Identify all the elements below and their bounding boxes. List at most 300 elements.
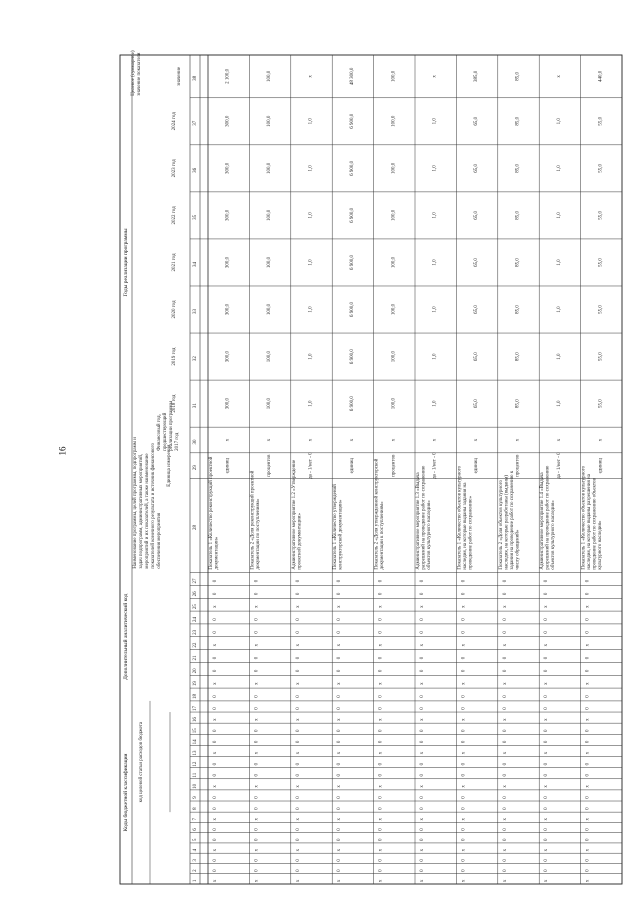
code-cell: 0 [254, 631, 260, 634]
code-cell: 0 [502, 695, 508, 698]
row-year-value: 1,0 [308, 353, 314, 360]
header-name-line: мероприятий и их показателей, а также наименование [145, 453, 150, 569]
code-cell: х [461, 682, 467, 685]
row-year-value: 85,0 [515, 116, 521, 126]
code-cell: 0 [295, 762, 301, 766]
code-cell: 0 [585, 859, 591, 862]
code-cell: 0 [337, 762, 343, 766]
header-fin-line: предшествующий [163, 412, 168, 451]
row-year-value: 1,0 [308, 118, 314, 125]
code-cell: х [213, 751, 218, 755]
code-cell: 0 [461, 729, 467, 732]
code-cell: 0 [213, 592, 218, 596]
code-cell: х [502, 785, 508, 788]
row-name [292, 459, 303, 570]
row-name-line: Показатель 1 «Количество утверждений [333, 484, 339, 570]
row-name-line: документации» [214, 536, 220, 570]
row-unit: единиц [474, 457, 480, 474]
row-name [540, 465, 556, 569]
row-name [209, 456, 220, 569]
code-cell: х [420, 848, 425, 852]
code-cell: х [295, 848, 301, 852]
code-cell: 0 [585, 838, 591, 842]
code-cell: 0 [502, 773, 508, 777]
code-cell: 0 [544, 773, 550, 777]
code-cell: 0 [544, 762, 550, 766]
code-cell: 0 [461, 807, 467, 810]
row-total: 385,0 [474, 70, 480, 83]
header-name-line: Наименование программы, целей программы, подпрограмм и [133, 437, 138, 569]
code-cell: 0 [544, 729, 550, 732]
row-fin: х [556, 438, 562, 442]
code-cell: х [585, 682, 591, 685]
row-year-value: 1,0 [432, 165, 438, 172]
row-total: 100,0 [391, 70, 397, 83]
code-cell: 0 [295, 807, 301, 810]
row-year-value: 6 900,0 [349, 396, 355, 412]
code-cell: х [461, 643, 467, 647]
row-total: 440,0 [598, 70, 604, 83]
code-cell: 0 [585, 740, 591, 744]
header-y2018: 2018 год [172, 394, 177, 413]
code-cell: х [585, 605, 591, 608]
code-cell: 0 [378, 807, 384, 810]
row-year-value: 1,0 [556, 400, 562, 407]
code-cell: 0 [295, 579, 301, 583]
row-name-line: Показатель 2 «Доля объектов культурного [498, 479, 504, 570]
code-cell: х [420, 682, 425, 685]
row-year-value: 85,0 [515, 163, 521, 173]
code-cell: 0 [461, 592, 467, 596]
code-cell: 0 [420, 838, 425, 842]
code-cell: 0 [337, 859, 343, 862]
code-cell: х [254, 785, 260, 788]
code-cell: х [295, 682, 301, 685]
code-cell: 0 [420, 869, 425, 872]
code-cell: 0 [378, 838, 384, 842]
row-year-value: 85,0 [515, 211, 521, 220]
row-total: х [556, 75, 562, 78]
row-year-value: 100,0 [267, 397, 273, 410]
code-cell: 0 [420, 592, 425, 596]
code-cell: х [337, 643, 343, 647]
column-number: 3 [193, 859, 198, 862]
column-number: 7 [193, 818, 198, 821]
row-total: 2 100,0 [225, 68, 231, 84]
row-name [499, 470, 521, 569]
code-cell: х [254, 643, 260, 647]
code-cell: 0 [337, 631, 343, 634]
code-cell: 0 [502, 618, 508, 621]
code-cell: 0 [461, 869, 467, 872]
code-cell: х [378, 605, 384, 608]
row-name-line: наследия, на которые выданы разрешения на [587, 474, 593, 570]
row-year-value: 55,0 [598, 116, 604, 126]
code-cell: х [502, 643, 508, 647]
row-year-value: 6 900,0 [349, 254, 355, 270]
column-number: 26 [193, 591, 198, 597]
code-cell: 0 [295, 740, 301, 744]
row-year-value: 55,0 [598, 211, 604, 220]
code-cell: 0 [420, 762, 425, 766]
column-number: 38 [193, 75, 198, 81]
code-cell: х [585, 751, 591, 755]
row-unit: процентов [391, 454, 397, 477]
code-cell: 0 [378, 869, 384, 872]
code-cell: 0 [420, 707, 425, 710]
row-year-value: 100,0 [267, 303, 273, 316]
row-year-value: 55,0 [598, 399, 604, 408]
code-cell: х [254, 818, 260, 821]
code-cell: х [585, 718, 591, 721]
header-y2019: 2019 год [172, 347, 177, 366]
header-total-line: Целевое (суммарное) [131, 50, 136, 96]
code-cell: 0 [254, 740, 260, 744]
code-cell: 0 [337, 828, 343, 831]
code-cell: х [502, 751, 508, 755]
row-total: 85,0 [515, 72, 521, 81]
code-cell: 0 [254, 796, 260, 799]
column-number: 21 [193, 655, 198, 661]
column-number: 37 [193, 120, 198, 126]
code-cell: 0 [502, 669, 508, 673]
code-cell: 0 [420, 773, 425, 777]
code-cell: 0 [420, 807, 425, 810]
column-number: 17 [193, 705, 198, 711]
code-cell: х [420, 718, 425, 721]
code-cell: х [461, 818, 467, 821]
code-cell: 0 [254, 838, 260, 842]
code-cell: 0 [420, 859, 425, 862]
code-cell: 0 [544, 592, 550, 596]
code-cell: 0 [378, 729, 384, 732]
code-cell: 0 [585, 707, 591, 710]
code-cell: х [254, 879, 260, 883]
column-number: 6 [193, 828, 198, 831]
code-cell: 0 [420, 729, 425, 732]
code-cell: х [295, 643, 301, 647]
code-cell: 0 [420, 828, 425, 831]
code-cell: х [502, 848, 508, 852]
column-number: 8 [193, 807, 198, 810]
code-cell: х [378, 879, 384, 883]
code-cell: х [295, 818, 301, 821]
header-y2022: 2022 год [172, 206, 177, 225]
code-cell: х [544, 751, 550, 755]
code-cell: х [295, 879, 301, 883]
code-cell: 0 [502, 707, 508, 710]
code-cell: 0 [254, 695, 260, 698]
code-cell: 0 [254, 729, 260, 732]
code-cell: х [502, 879, 508, 883]
column-number: 22 [193, 642, 198, 648]
column-number: 35 [193, 214, 198, 220]
code-cell: 0 [502, 579, 508, 583]
row-fin: х [515, 438, 521, 442]
row-year-value: 100,0 [391, 209, 397, 222]
code-cell: 0 [585, 579, 591, 583]
code-cell: х [337, 718, 343, 721]
row-year-value: 85,0 [515, 399, 521, 408]
code-cell: х [544, 682, 550, 685]
code-cell: 0 [295, 729, 301, 732]
code-cell: 0 [378, 707, 384, 710]
code-cell: 0 [337, 579, 343, 583]
column-number: 15 [193, 728, 198, 734]
row-name-line: задания на проведение работ по сохранению к [509, 470, 515, 570]
code-cell: х [378, 785, 384, 788]
row-year-value: 1,0 [308, 306, 314, 313]
code-cell: х [420, 879, 425, 883]
column-number: 18 [193, 694, 198, 700]
row-year-value: 1,0 [556, 259, 562, 266]
column-number: 12 [193, 761, 198, 767]
code-cell: х [337, 879, 343, 883]
code-cell: 0 [544, 740, 550, 744]
row-name-line: Административное мероприятие 1.4 «Выдача [540, 472, 546, 570]
code-cell: 0 [420, 618, 425, 621]
header-unit: Единица измерения [167, 444, 172, 487]
header-y2021: 2021 год [172, 253, 177, 272]
code-cell: х [213, 785, 218, 788]
code-cell: 0 [213, 869, 218, 872]
group-extra-code: Дополнительный аналитический код [123, 593, 129, 680]
code-cell: 0 [295, 618, 301, 621]
column-number: 14 [193, 739, 198, 745]
code-cell: 0 [461, 669, 467, 673]
row-year-value: 1,0 [432, 306, 438, 313]
row-year-value: 85,0 [515, 258, 521, 267]
row-fin: х [308, 438, 314, 442]
code-cell: х [544, 785, 550, 788]
code-cell: 0 [585, 869, 591, 872]
row-name-line: документации по поступлениям» [255, 498, 261, 570]
code-cell: 0 [295, 859, 301, 862]
header-y2023: 2023 год [172, 159, 177, 178]
code-cell: 0 [213, 796, 218, 799]
code-cell: 0 [461, 740, 467, 744]
code-cell: 0 [295, 828, 301, 831]
code-cell: 0 [461, 618, 467, 621]
row-name [375, 458, 386, 569]
column-number: 5 [193, 838, 198, 842]
code-cell: 0 [213, 838, 218, 842]
code-cell: 0 [295, 707, 301, 710]
code-cell: х [337, 751, 343, 755]
code-cell: 0 [502, 859, 508, 862]
header-name-line: задач подпрограмм, административных мероприятий, [139, 453, 144, 569]
code-cell: 0 [337, 807, 343, 810]
code-cell: 0 [254, 656, 260, 660]
header-fin-line: реализации программы [169, 400, 174, 451]
code-cell: 0 [337, 838, 343, 842]
code-cell: х [544, 818, 550, 821]
row-name-line: Административное мероприятие 1.2 «Утверждение [291, 459, 297, 570]
code-cell: 0 [461, 631, 467, 634]
row-year-value: 100,0 [391, 350, 397, 363]
row-year-value: 300,0 [225, 162, 231, 174]
code-cell: 0 [378, 669, 384, 673]
code-cell: 0 [378, 740, 384, 744]
code-cell: 0 [420, 695, 425, 698]
code-cell: 0 [502, 740, 508, 744]
row-fin: х [598, 438, 604, 442]
code-cell: х [378, 848, 384, 852]
row-name-line: объектов культурного наследия» [427, 500, 432, 570]
code-cell: 0 [213, 762, 218, 766]
column-number: 1 [193, 879, 198, 883]
code-cell: 0 [585, 796, 591, 799]
code-cell: х [295, 785, 301, 788]
code-cell: 0 [461, 762, 467, 766]
code-cell: х [544, 879, 550, 883]
code-cell: 0 [337, 740, 343, 744]
code-cell: 0 [585, 773, 591, 777]
column-number: 36 [193, 167, 198, 173]
code-cell: 0 [461, 838, 467, 842]
code-cell: 0 [295, 796, 301, 799]
row-year-value: 300,0 [225, 115, 231, 127]
column-number: 4 [193, 848, 198, 852]
code-cell: 0 [378, 579, 384, 583]
row-name-line: наследия, на которые выданы задания на [462, 482, 468, 570]
row-name [416, 465, 432, 569]
code-cell: 0 [213, 669, 218, 673]
code-cell: х [544, 605, 550, 608]
code-cell: 0 [295, 869, 301, 872]
code-cell: 0 [502, 631, 508, 634]
row-unit: единиц [349, 457, 355, 474]
code-cell: 0 [295, 669, 301, 673]
row-fin: х [432, 438, 438, 442]
code-cell: х [378, 643, 384, 647]
row-year-value: 6 900,0 [349, 113, 355, 129]
header-fin-line: 2017 год [175, 432, 180, 451]
row-year-value: 65,0 [474, 258, 480, 267]
code-cell: х [420, 643, 425, 647]
code-cell: х [461, 879, 467, 883]
row-unit: да - 1/нет - 0 [556, 452, 562, 479]
header-y2024: 2024 год [172, 112, 177, 131]
column-number: 24 [193, 617, 198, 623]
code-cell: 0 [337, 669, 343, 673]
code-cell: 0 [254, 762, 260, 766]
row-year-value: 1,0 [308, 259, 314, 266]
row-year-value: 100,0 [391, 115, 397, 127]
code-cell: 0 [213, 695, 218, 698]
code-cell: 0 [585, 729, 591, 732]
row-unit: да - 1/нет - 0 [308, 452, 314, 479]
code-cell: 0 [337, 796, 343, 799]
row-year-value: 6 900,0 [349, 349, 355, 365]
code-cell: 0 [213, 773, 218, 777]
row-year-value: 6 900,0 [349, 207, 355, 223]
row-year-value: 85,0 [515, 305, 521, 314]
code-cell: 0 [254, 859, 260, 862]
code-cell: х [213, 682, 218, 685]
row-year-value: 100,0 [391, 303, 397, 316]
column-number: 27 [193, 578, 198, 584]
row-name-line: разрешений на проведение работ по сохранению [421, 465, 427, 570]
code-cell: 0 [378, 796, 384, 799]
row-name-line: Показатель 1 «Количество объектов культурного [457, 465, 463, 570]
code-cell: 0 [420, 796, 425, 799]
row-year-value: 6 900,0 [349, 302, 355, 318]
row-unit: да - 1/нет - 0 [432, 452, 438, 479]
row-fin: х [267, 438, 273, 442]
code-cell: 0 [254, 579, 260, 583]
row-year-value: 65,0 [474, 211, 480, 220]
code-cell: 0 [295, 656, 301, 660]
code-cell: 0 [544, 828, 550, 831]
code-cell: х [213, 643, 218, 647]
code-cell: х [295, 605, 301, 608]
row-year-value: 1,0 [432, 353, 438, 360]
row-name-line: Показатель 2 «Доля реконструкций проектной [250, 470, 256, 570]
code-cell: х [337, 818, 343, 821]
code-cell: 0 [213, 807, 218, 810]
row-name-line: документации к поступлениям» [380, 501, 386, 570]
code-cell: 0 [461, 828, 467, 831]
code-cell: 0 [502, 729, 508, 732]
row-fin: х [349, 438, 355, 442]
row-year-value: 100,0 [391, 256, 397, 269]
code-cell: 0 [461, 707, 467, 710]
code-cell: х [544, 718, 550, 721]
row-year-value: 65,0 [474, 305, 480, 314]
row-name [582, 465, 604, 569]
row-unit: единиц [598, 457, 604, 474]
code-cell: х [502, 682, 508, 685]
column-number: 9 [193, 796, 198, 799]
column-number: 33 [193, 309, 198, 315]
row-year-value: 55,0 [598, 305, 604, 314]
code-cell: х [254, 751, 260, 755]
row-name-line: культурного наследия» [598, 520, 604, 570]
code-cell: 0 [378, 631, 384, 634]
code-cell: 0 [337, 869, 343, 872]
row-year-value: 100,0 [267, 350, 273, 363]
row-year-value: 300,0 [225, 397, 231, 410]
row-year-value: 65,0 [474, 352, 480, 361]
code-cell: 0 [295, 592, 301, 596]
row-year-value: 1,0 [432, 400, 438, 407]
row-name-line: числу обращений» [515, 529, 521, 570]
row-year-value: 100,0 [391, 397, 397, 410]
row-year-value: 1,0 [556, 165, 562, 172]
code-cell: 0 [295, 695, 301, 698]
code-cell: 0 [544, 796, 550, 799]
row-year-value: 300,0 [225, 350, 231, 363]
row-name-line: наследия, на которые разработаны (выданы) [504, 475, 510, 570]
code-cell: 0 [461, 859, 467, 862]
code-cell: 0 [544, 631, 550, 634]
code-cell: 0 [254, 669, 260, 673]
code-cell: 0 [461, 695, 467, 698]
code-cell: 0 [337, 773, 343, 777]
code-cell: х [585, 818, 591, 821]
code-cell: 0 [461, 579, 467, 583]
row-name-line: проведение работ по сохранению» [468, 495, 474, 570]
code-cell: х [461, 751, 467, 755]
code-cell: х [420, 751, 425, 755]
code-cell: х [378, 818, 384, 821]
code-cell: 0 [337, 656, 343, 660]
code-cell: 0 [337, 695, 343, 698]
code-cell: х [461, 605, 467, 608]
row-year-value: 55,0 [598, 163, 604, 173]
code-cell: 0 [502, 869, 508, 872]
